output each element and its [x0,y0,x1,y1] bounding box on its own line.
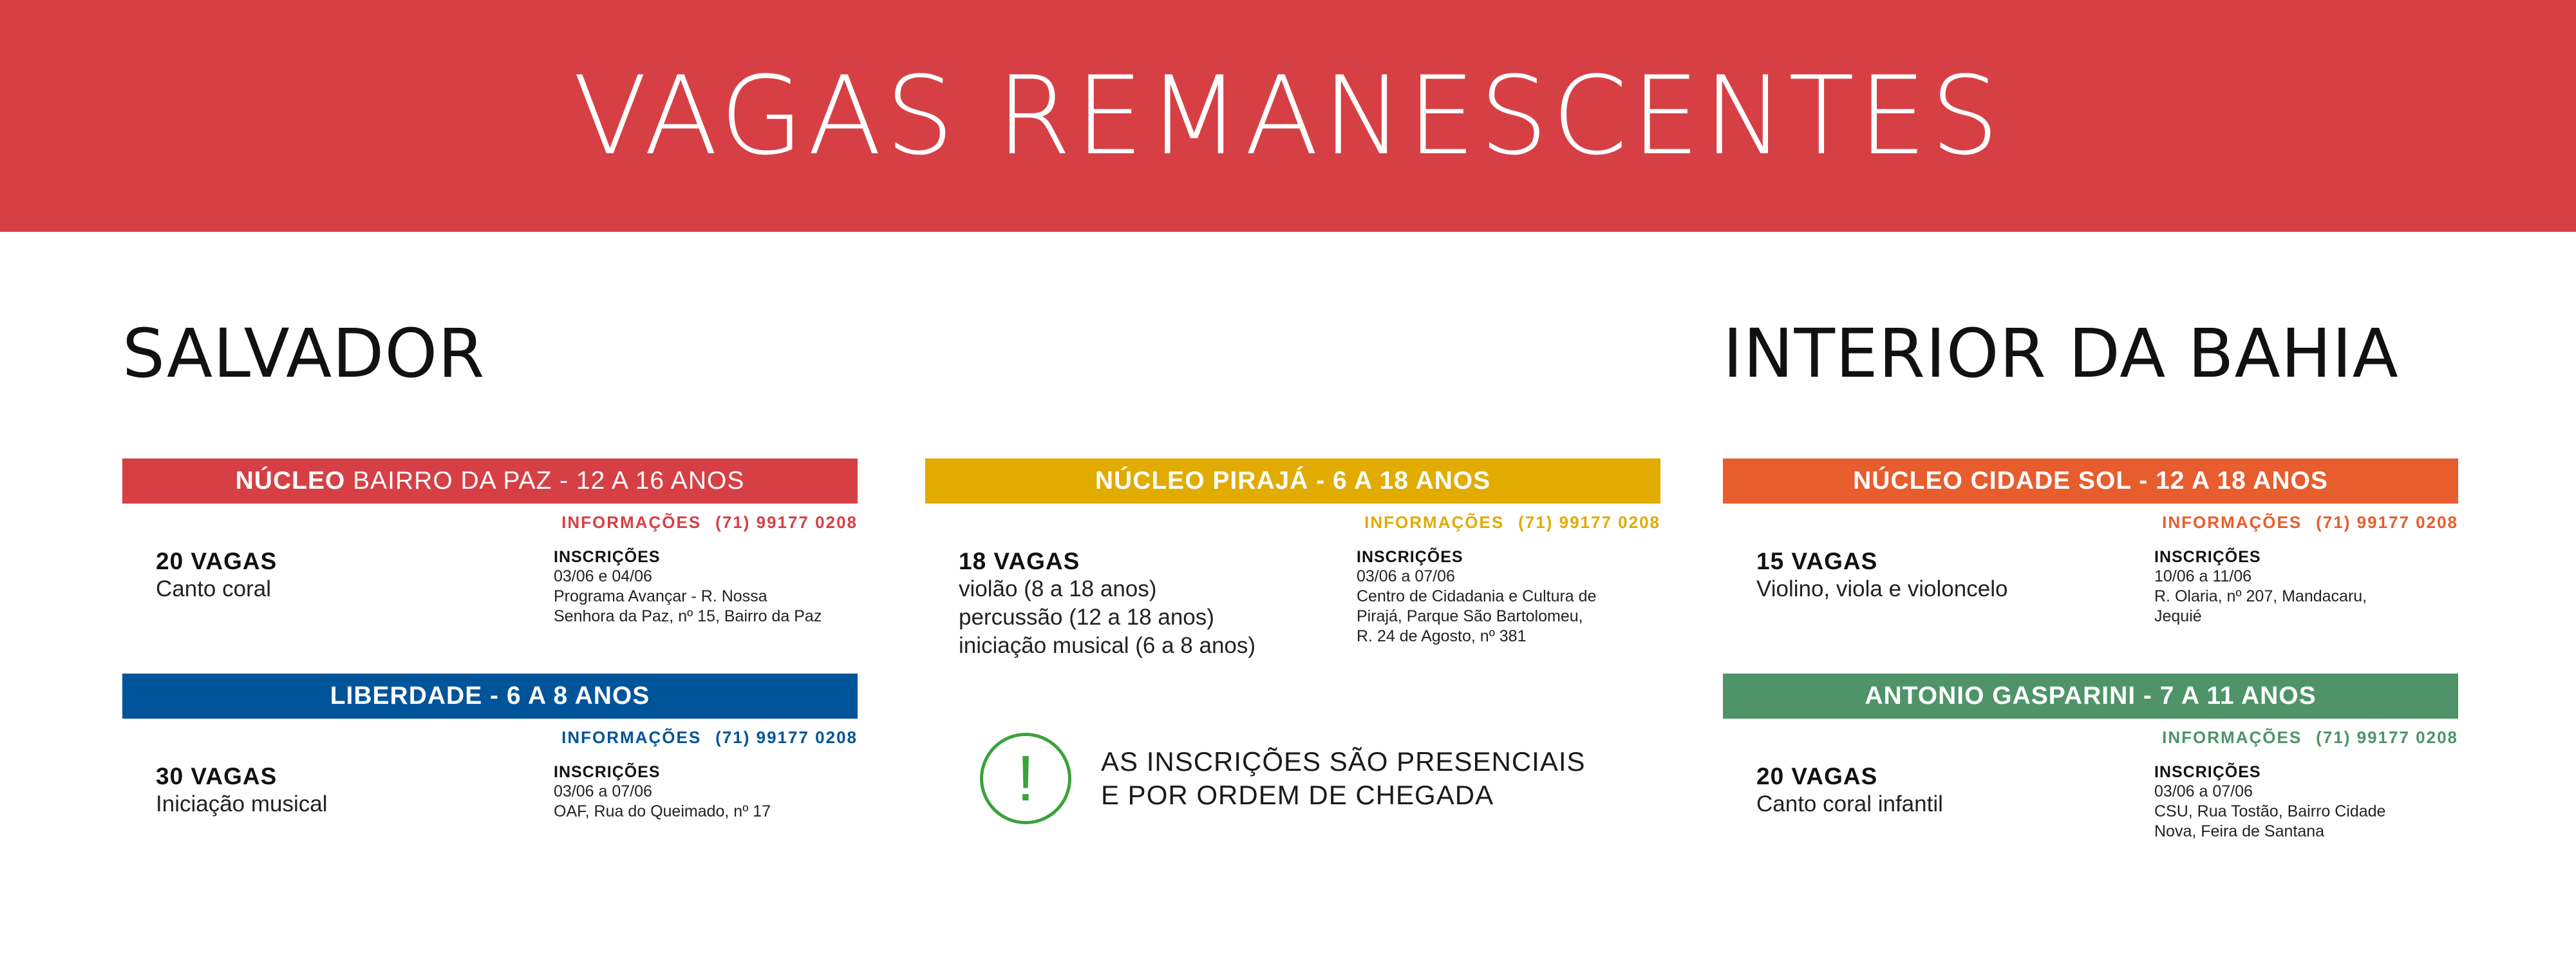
title-banner [0,0,2576,232]
inscricoes-label: INSCRIÇÕES [2154,763,2261,781]
course-desc: violão (8 a 18 anos) [959,576,1157,601]
card-body [925,548,1660,660]
info-label: INFORMAÇÕES [1364,513,1505,532]
notice-line: AS INSCRIÇÕES SÃO PRESENCIAIS [1101,746,1586,777]
inscricoes-label: INSCRIÇÕES [554,763,661,781]
card-liberdade [122,674,858,822]
inscricoes-address: Nova, Feira de Santana [2154,822,2325,840]
notice [980,733,1586,824]
vagas-count: 30 VAGAS [156,763,277,789]
vagas-count: 18 VAGAS [959,548,1080,574]
inscricoes-address: OAF, Rua do Queimado, nº 17 [554,802,771,820]
course-desc: iniciação musical (6 a 8 anos) [959,633,1256,658]
card-header: NÚCLEO CIDADE SOL - 12 A 18 ANOS [1723,458,2458,504]
region-title-interior: INTERIOR DA BAHIA [1723,314,2399,393]
exclamation-icon [980,733,1071,824]
inscricoes-address: Programa Avançar - R. Nossa [554,587,767,605]
card-header: LIBERDADE - 6 A 8 ANOS [122,674,858,719]
info-label: INFORMAÇÕES [2162,513,2302,532]
info-phone: (71) 99177 0208 [2316,728,2458,747]
info-phone: (71) 99177 0208 [2316,513,2458,532]
info-line [122,728,858,748]
card-body [122,548,858,627]
course-desc: percussão (12 a 18 anos) [959,605,1214,630]
card-header-rest: BAIRRO DA PAZ - 12 A 16 ANOS [345,467,745,495]
card-body [1723,763,2458,842]
card-header [122,458,858,504]
card-header: NÚCLEO PIRAJÁ - 6 A 18 ANOS [925,458,1660,504]
notice-line: E POR ORDEM DE CHEGADA [1101,780,1494,810]
inscricoes-label: INSCRIÇÕES [554,548,661,566]
inscricoes-address: R. Olaria, nº 207, Mandacaru, [2154,587,2367,605]
inscricoes-address: Centro de Cidadania e Cultura de [1357,587,1597,605]
inscricoes-date: 03/06 a 07/06 [554,782,652,800]
exclamation-symbol: ! [1017,742,1035,815]
info-label: INFORMAÇÕES [561,513,702,532]
card-body [122,763,858,822]
inscricoes-date: 03/06 a 07/06 [2154,782,2253,800]
info-label: INFORMAÇÕES [2162,728,2302,747]
inscricoes-label: INSCRIÇÕES [2154,548,2261,566]
vagas-count: 20 VAGAS [1756,763,1878,789]
inscricoes-date: 03/06 e 04/06 [554,567,652,585]
course-desc: Violino, viola e violoncelo [1756,576,2008,601]
info-phone: (71) 99177 0208 [715,728,858,747]
info-label: INFORMAÇÕES [561,728,702,747]
notice-text [1101,745,1586,812]
inscricoes-address: Senhora da Paz, nº 15, Bairro da Paz [554,607,822,625]
card-cidade-sol [1723,458,2458,627]
info-line [925,513,1660,533]
inscricoes-address: Jequié [2154,607,2202,625]
card-piraja [925,458,1660,660]
vagas-count: 20 VAGAS [156,548,277,574]
info-line [1723,728,2458,748]
inscricoes-date: 10/06 a 11/06 [2154,567,2252,585]
card-body [1723,548,2458,627]
vagas-count: 15 VAGAS [1756,548,1878,574]
inscricoes-address: Pirajá, Parque São Bartolomeu, [1357,607,1583,625]
info-phone: (71) 99177 0208 [1518,513,1660,532]
course-desc: Canto coral [156,576,271,601]
inscricoes-address: CSU, Rua Tostão, Bairro Cidade [2154,802,2386,820]
region-title-salvador: SALVADOR [122,314,485,393]
info-line [122,513,858,533]
card-header-bold: NÚCLEO [235,467,346,495]
course-desc: Canto coral infantil [1756,791,1943,817]
info-line [1723,513,2458,533]
inscricoes-label: INSCRIÇÕES [1357,548,1463,566]
inscricoes-address: R. 24 de Agosto, nº 381 [1357,627,1527,645]
info-phone: (71) 99177 0208 [715,513,858,532]
page-title: VAGAS REMANESCENTES [572,53,2004,179]
course-desc: Iniciação musical [156,791,328,817]
card-antonio-gasparini [1723,674,2458,842]
card-bairro-da-paz [122,458,858,627]
inscricoes-date: 03/06 a 07/06 [1357,567,1455,585]
card-header: ANTONIO GASPARINI - 7 A 11 ANOS [1723,674,2458,719]
